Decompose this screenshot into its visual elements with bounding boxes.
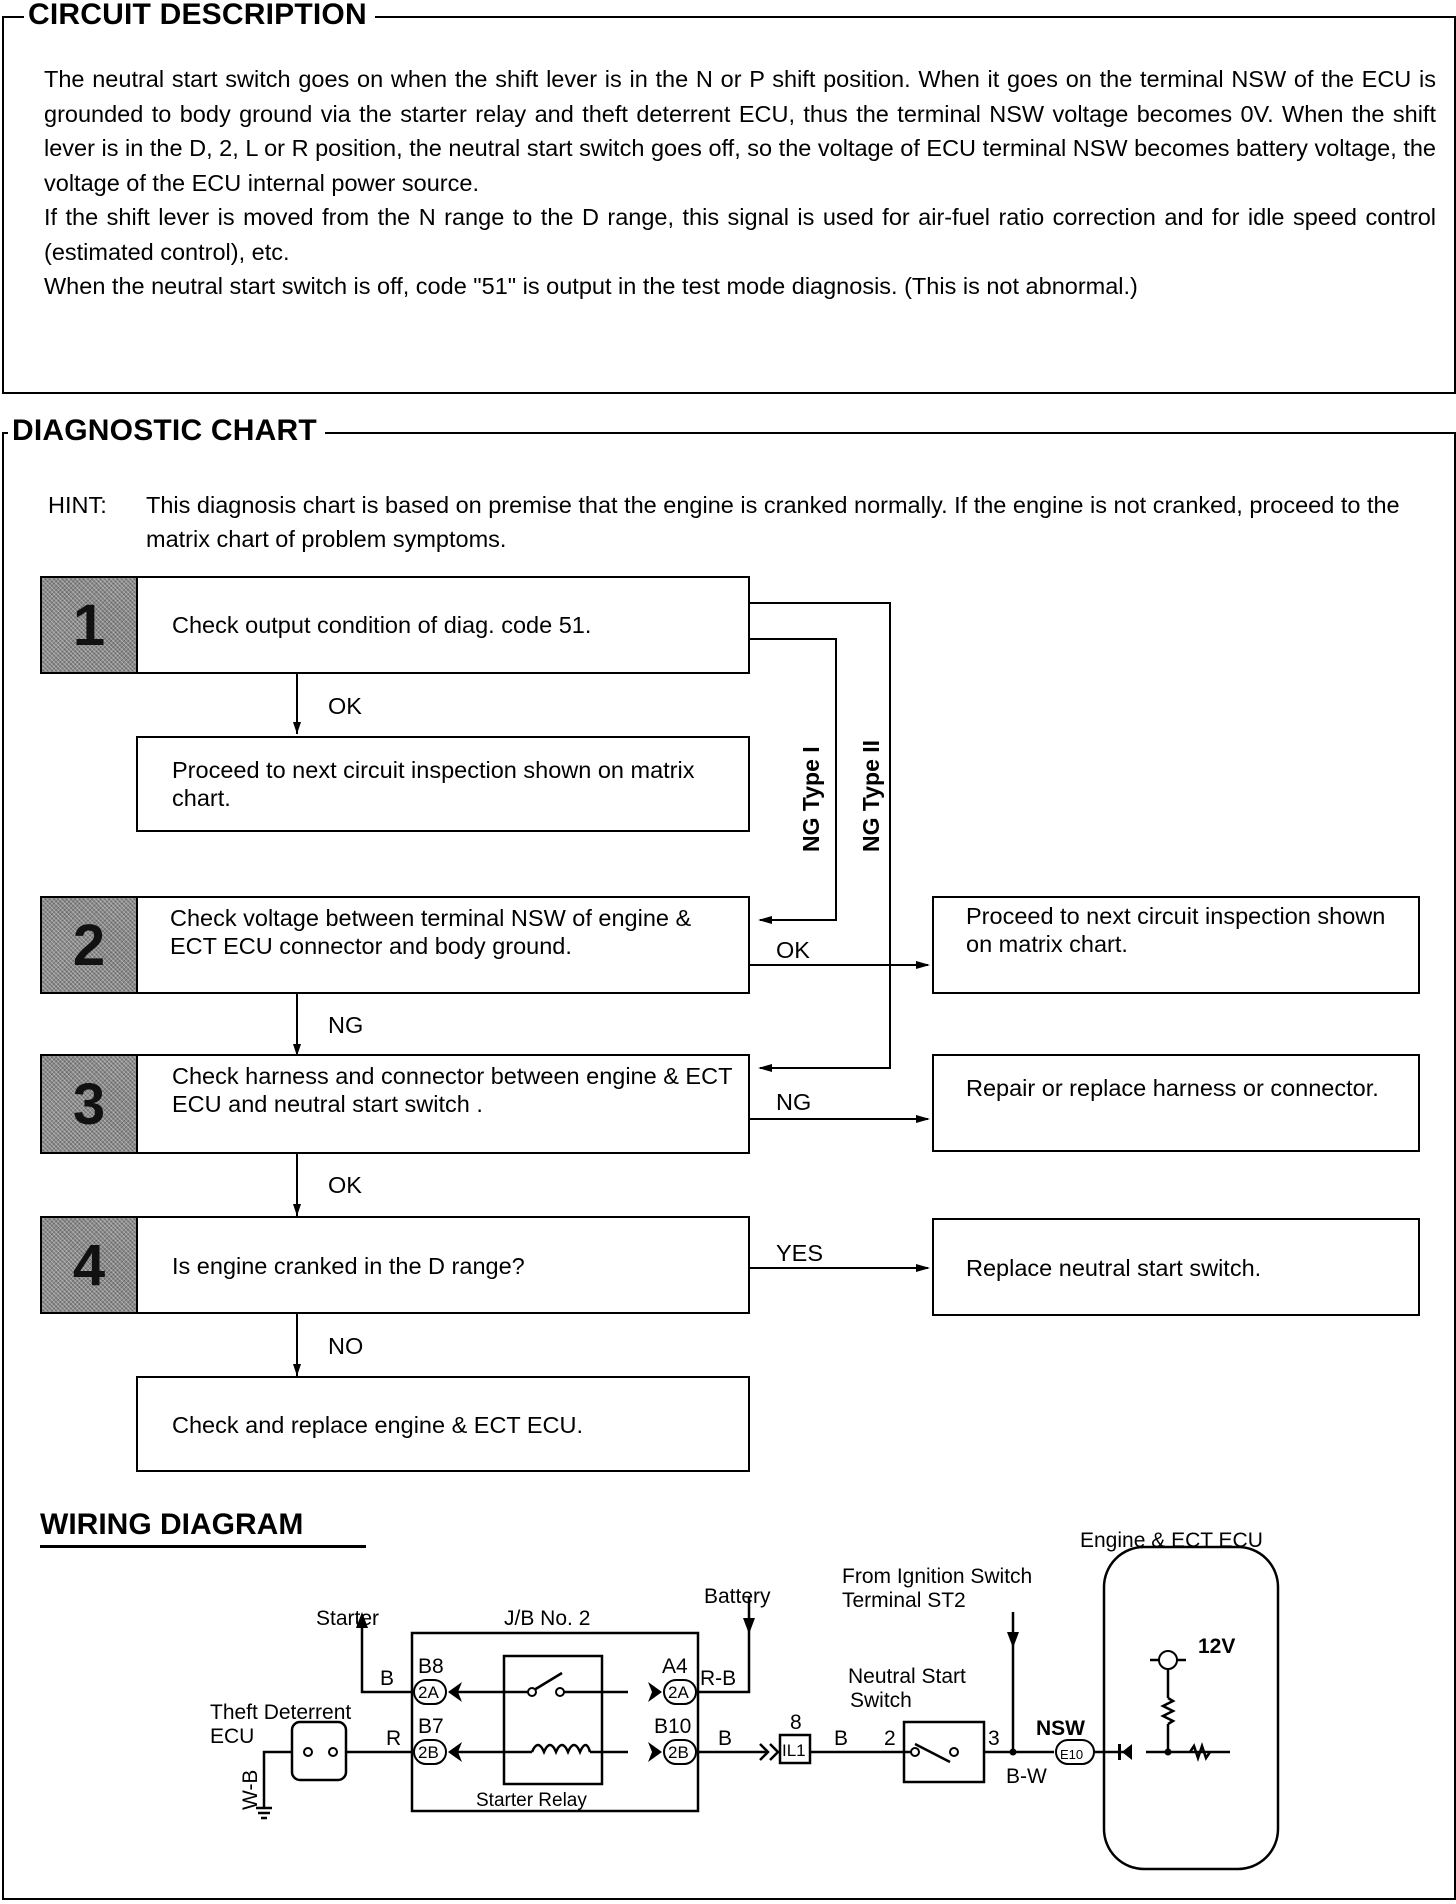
b10-label: B10	[654, 1715, 692, 1738]
circuit-description-title: CIRCUIT DESCRIPTION	[24, 0, 375, 32]
jb-label: J/B No. 2	[504, 1607, 591, 1630]
step-1-ok-label: OK	[328, 693, 362, 719]
battery-arrow	[743, 1618, 755, 1634]
step-4-yes-label: YES	[776, 1240, 824, 1266]
wire-b-nss-label: B	[834, 1727, 849, 1750]
ignition-label-1: From Ignition Switch	[842, 1565, 1033, 1588]
step-3-ng-label: NG	[776, 1089, 812, 1115]
nss-pin-out-label: 3	[988, 1727, 1000, 1750]
theft-ecu-label-2: ECU	[210, 1725, 255, 1748]
engine-ecu-label: Engine & ECT ECU	[1080, 1529, 1263, 1552]
hint-text: This diagnosis chart is based on premise that the engine is cranked normally. If the engine is not cranked, proceed to the matrix chart of problem symptoms.	[146, 492, 1400, 552]
diagnostic-chart-title: DIAGNOSTIC CHART	[8, 414, 325, 448]
e10-connector-label: E10	[1060, 1747, 1084, 1762]
il1-label: IL1	[782, 1741, 806, 1760]
connector-2a-left: 2A	[418, 1683, 439, 1702]
step-3-text: Check harness and connector between engine & ECT ECU and neutral start switch .	[172, 1063, 732, 1117]
circuit-description-paragraph-1: The neutral start switch goes on when the shift lever is in the N or P shift position. When it goes on the terminal NSW of the ECU is grounded to body ground via the starter relay and theft deterrent ECU, thus the terminal NSW voltage becomes 0V. When the shift lever is in the D, 2, L or R position, the neutral start switch goes off, so the voltage of ECU terminal NSW becomes battery voltage, the voltage of the ECU internal power source.	[44, 66, 1436, 196]
step-3-number: 3	[42, 1056, 138, 1152]
theft-ecu-label-1: Theft Deterrent	[210, 1701, 352, 1724]
step-2-ng-label: NG	[328, 1012, 364, 1038]
wire-r-label: R	[386, 1727, 402, 1750]
ignition-arrow	[1007, 1632, 1019, 1648]
step-1-number: 1	[42, 578, 138, 672]
ng-type-1-label: NG Type I	[798, 746, 824, 852]
ng-type-2-label: NG Type II	[858, 739, 884, 852]
battery-label: Battery	[704, 1585, 771, 1608]
nss-label-2: Switch	[850, 1689, 912, 1712]
a4-label: A4	[662, 1655, 688, 1678]
engine-ecu-outline	[1104, 1547, 1278, 1869]
il1-pin-label: 8	[790, 1711, 802, 1734]
nss-pin-in-label: 2	[884, 1727, 896, 1750]
step-3-ok-label: OK	[328, 1172, 362, 1198]
wire-bw-label: B-W	[1006, 1765, 1047, 1788]
theft-ecu-outline	[292, 1722, 346, 1780]
connector-2b-right: 2B	[668, 1743, 689, 1762]
nsw-terminal-label: NSW	[1036, 1717, 1085, 1740]
wire-wb-label: W-B	[239, 1769, 262, 1810]
circuit-description-paragraph-3: When the neutral start switch is off, code "51" is output in the test mode diagnosis. (This is not abnormal.)	[44, 273, 1138, 299]
ignition-label-2: Terminal ST2	[842, 1589, 966, 1612]
connector-2a-right: 2A	[668, 1683, 689, 1702]
wire-b-mid-label: B	[718, 1727, 733, 1750]
12v-label: 12V	[1198, 1635, 1236, 1658]
starter-label: Starter	[316, 1607, 380, 1630]
wire-b-top-label: B	[380, 1667, 395, 1690]
step-1-ok-result-text: Proceed to next circuit inspection shown on matrix chart.	[172, 757, 695, 811]
step-4-yes-result-text: Replace neutral start switch.	[966, 1255, 1262, 1281]
step-2-ok-label: OK	[776, 937, 810, 963]
step-2-ok-result-text: Proceed to next circuit inspection shown on matrix chart.	[966, 903, 1386, 957]
starter-relay-label: Starter Relay	[476, 1790, 587, 1811]
step-4-no-label: NO	[328, 1333, 364, 1359]
step-4-text: Is engine cranked in the D range?	[172, 1253, 525, 1279]
nss-label-1: Neutral Start	[848, 1665, 966, 1688]
wiring-diagram-title: WIRING DIAGRAM	[40, 1508, 304, 1541]
starter-relay-outline	[504, 1656, 602, 1784]
step-2-text: Check voltage between terminal NSW of engine & ECT ECU connector and body ground.	[170, 905, 692, 959]
wire-rb-label: R-B	[700, 1667, 737, 1690]
connector-2b-left: 2B	[418, 1743, 439, 1762]
step-4-number: 4	[42, 1218, 138, 1312]
hint-label: HINT:	[48, 492, 107, 518]
b7-label: B7	[418, 1715, 444, 1738]
circuit-description-paragraph-2: If the shift lever is moved from the N range to the D range, this signal is used for air-fuel ratio correction and for idle speed control (estimated control), etc.	[44, 204, 1436, 265]
step-1-text: Check output condition of diag. code 51.	[172, 612, 592, 638]
b8-label: B8	[418, 1655, 444, 1678]
step-2-number: 2	[42, 898, 138, 992]
step-3-ng-result-text: Repair or replace harness or connector.	[966, 1075, 1379, 1101]
step-4-no-result-text: Check and replace engine & ECT ECU.	[172, 1412, 584, 1438]
